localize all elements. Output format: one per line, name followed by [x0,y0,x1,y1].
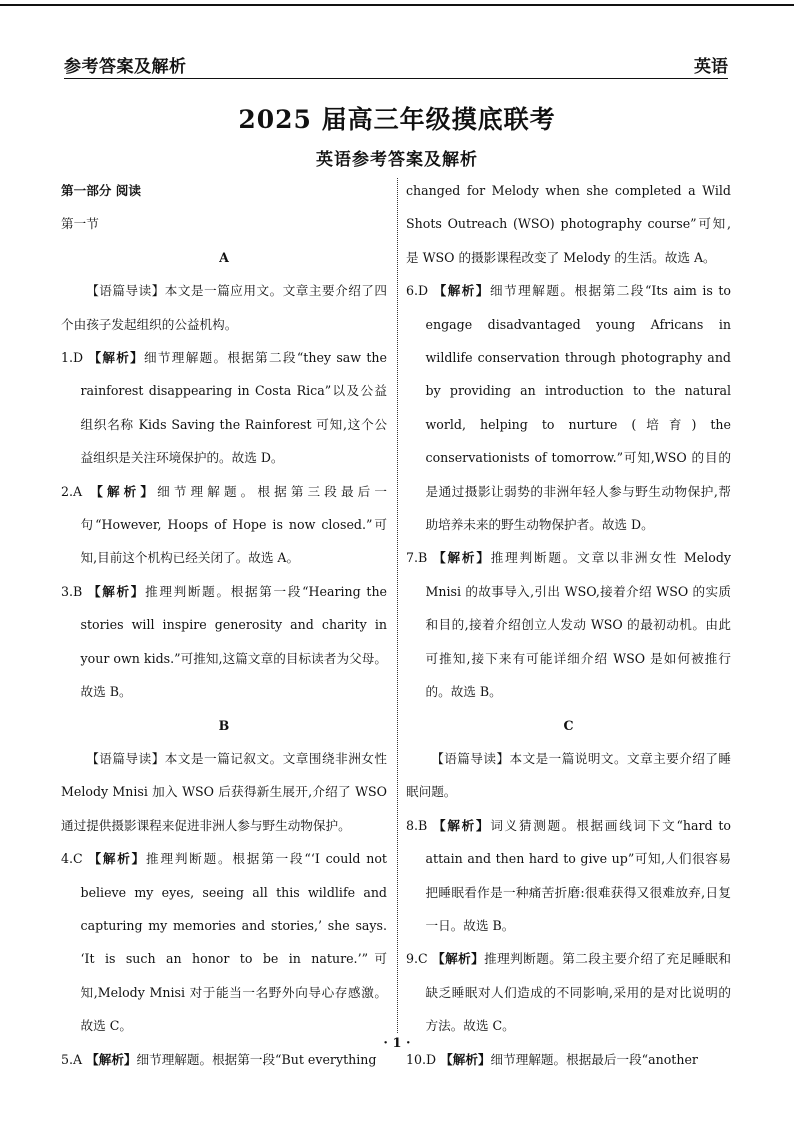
answer-number: 2.A [61,483,83,499]
answer-item [406,942,731,1042]
header-rule [64,78,728,79]
analysis-tag: 【解析】 [440,1051,491,1067]
analysis-tag: 【解析】 [90,483,158,499]
answer-number: 8.B [406,817,428,833]
answer-item [406,274,731,541]
answer-number: 6.D [406,283,429,299]
answer-number: 3.B [61,583,83,599]
analysis-tag: 【解析】 [433,817,491,833]
answer-item [61,475,387,575]
left-column [61,174,387,1076]
answer-item [406,809,731,943]
header-subject-label: 英语 [694,57,728,77]
top-border-line [0,4,794,6]
analysis-tag: 【解析】 [433,550,491,566]
analysis-tag: 【解析】 [86,1051,137,1067]
answer-number: 10.D [406,1051,437,1067]
answer-continuation: changed for Melody when she completed a Wild Shots Outreach (WSO) photography course”可知,是 WSO 的摄影课程改变了 Melody 的生活。故选 A。 [406,183,731,265]
passage-intro: 【语篇导读】本文是一篇说明文。文章主要介绍了睡眠问题。 [406,750,731,800]
passage-letter-heading: B [218,717,230,733]
answer-explanation: 词义猜测题。根据画线词下文“hard to attain and then hard to give up”可知,人们很容易把睡眠看作是一种痛苦折磨:很难获得又很难放弃,日复一日。故选 B。 [425,817,731,933]
passage-letter-heading: A [219,249,229,265]
answer-item [406,541,731,708]
answer-explanation: 推理判断题。根据第一段“‘I could not believe my eyes, seeing all this wildlife and capturing my memories and stories,’ she says. ‘It is such an honor to be in nature.’”可知,Melody Mnisi 对于能当一名野外向导心存感激。故选 C。 [80,851,387,1034]
passage-intro: 【语篇导读】本文是一篇记叙文。文章围绕非洲女性 Melody Mnisi 加入 WSO 后获得新生展开,介绍了 WSO 通过提供摄影课程来促进非洲人参与野生动物保护。 [61,750,387,833]
answer-number: 7.B [406,550,428,566]
answer-explanation: 细节理解题。根据第二段“they saw the rainforest disappearing in Costa Rica”以及公益组织名称 Kids Saving the Rainforest 可知,这个公益组织是关注环境保护的。故选 D。 [80,350,387,466]
answer-explanation: 推理判断题。第二段主要介绍了充足睡眠和缺乏睡眠对人们造成的不同影响,采用的是对比说明的方法。故选 C。 [425,951,732,1034]
right-column [406,174,731,1076]
answer-explanation: 推理判断题。文章以非洲女性 Melody Mnisi 的故事导入,引出 WSO,接着介绍 WSO 的实质和目的,接着介绍创立人发动 WSO 的最初动机。由此可推知,接下来有可能详细介绍 WSO 是如何被推行的。故选 B。 [425,550,732,700]
document-subtitle: 英语参考答案及解析 [316,150,478,170]
answer-item [61,575,387,709]
header-left-label: 参考答案及解析 [64,57,187,77]
answer-explanation: 细节理解题。根据第三段最后一句“However, Hoops of Hope is now closed.”可知,目前这个机构已经关闭了。故选 A。 [80,483,387,566]
page-number: · 1 · [383,1036,411,1051]
page-header [64,50,728,76]
analysis-tag: 【解析】 [88,851,147,867]
answer-number: 4.C [61,851,83,867]
passage-letter-heading: C [563,717,574,733]
analysis-tag: 【解析】 [87,583,146,599]
analysis-tag: 【解析】 [432,951,485,967]
analysis-tag: 【解析】 [88,350,145,366]
document-title: 2025 届高三年级摸底联考 [238,105,556,134]
answer-number: 9.C [406,951,428,967]
answer-explanation: 推理判断题。根据第一段“Hearing the stories will inspire generosity and charity in your own kids.”可推知,这篇文章的目标读者为父母。故选 B。 [80,583,388,700]
answer-explanation: 细节理解题。根据第一段“But everything [136,1051,377,1067]
answer-explanation: 细节理解题。根据最后一段“another [490,1051,698,1067]
analysis-tag: 【解析】 [433,283,490,299]
answer-explanation: 细节理解题。根据第二段“Its aim is to engage disadvantaged young Africans in wildlife conservation through photography and by providing an introduction to the natural world, helping to nurture (培育) the conservationists of tomorrow.”可知,WSO 的目的是通过摄影让弱势的非洲年轻人参与野生动物保护,帮助培养未来的野生动物保护者。故选 D。 [425,283,731,533]
section-heading: 第一部分 阅读 [61,183,141,198]
answer-number: 1.D [61,350,84,366]
subsection-heading: 第一节 [61,216,99,232]
answer-item [61,842,387,1042]
column-divider [397,178,398,1033]
passage-intro: 【语篇导读】本文是一篇应用文。文章主要介绍了四个由孩子发起组织的公益机构。 [61,283,387,332]
answer-item [61,341,387,475]
answer-number: 5.A [61,1051,83,1067]
